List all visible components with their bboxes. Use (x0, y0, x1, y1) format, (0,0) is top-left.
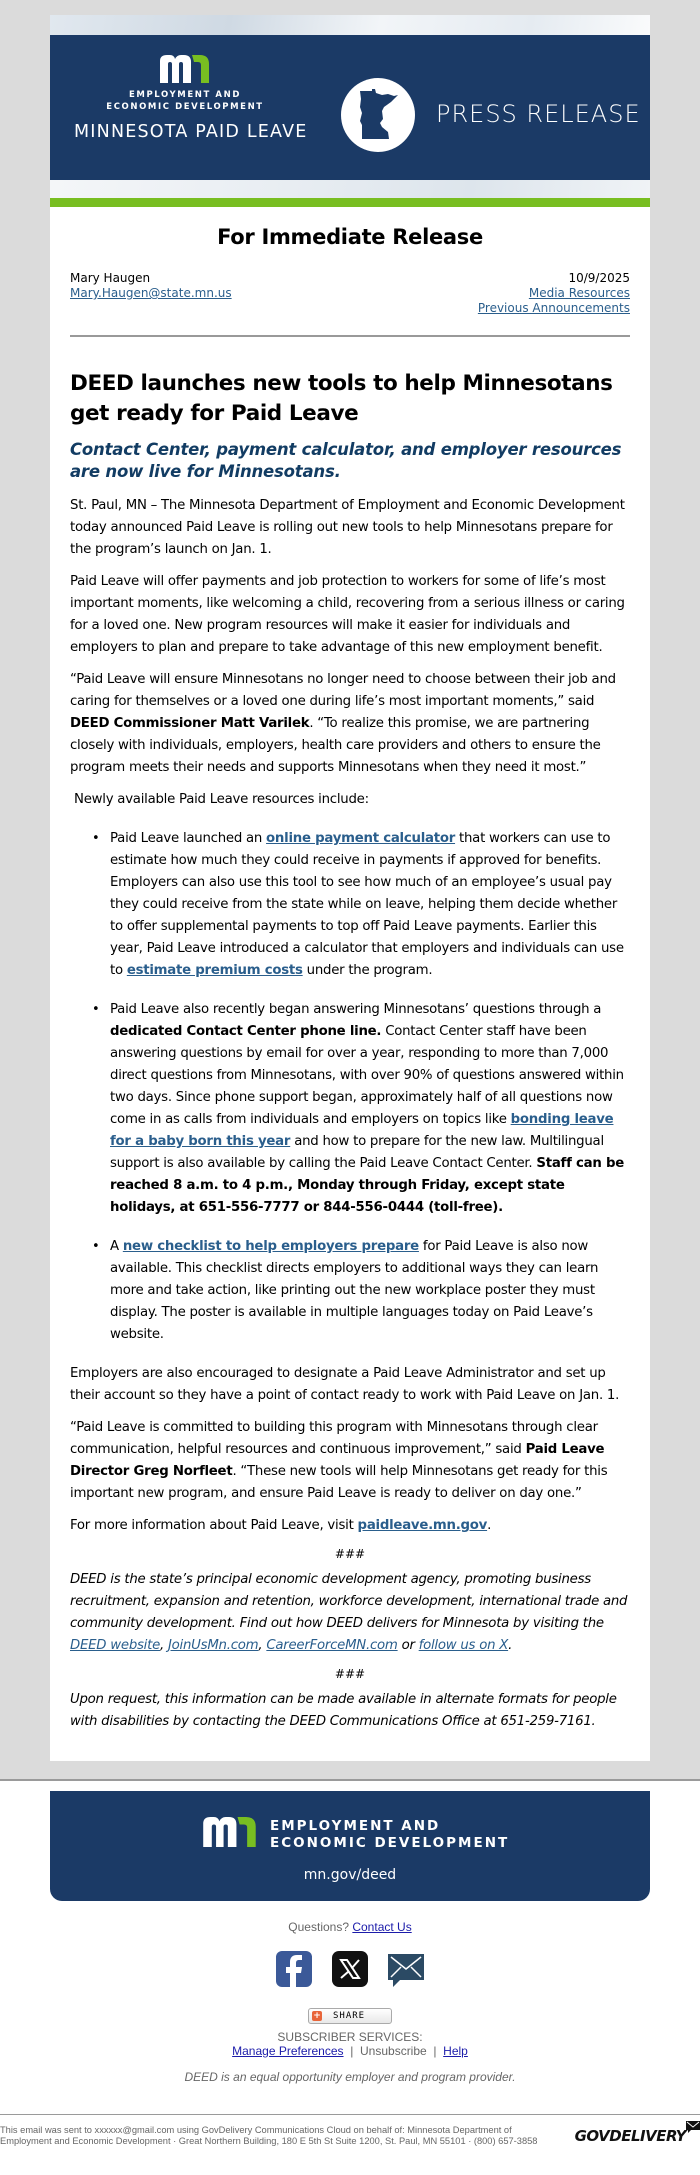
bullet-bold-text: dedicated Contact Center phone line. (110, 1024, 382, 1039)
banner-decor-bottom (50, 180, 650, 198)
footer-logo-line1: EMPLOYMENT AND (270, 1817, 441, 1834)
deed-website-link[interactable]: DEED website (70, 1638, 161, 1653)
bullet-text: and how to prepare for the new law. Multilingual support is also available by calling the Paid Leave Contact Center. (110, 1134, 604, 1171)
share-button[interactable] (308, 2008, 392, 2024)
bullet-text: Paid Leave launched an (110, 831, 267, 846)
mn-logo-icon (160, 55, 210, 83)
contact-name: Mary Haugen (70, 271, 151, 285)
article-subhead: Contact Center, payment calculator, and employer resources are now live for Minnesotans. (70, 440, 622, 481)
manage-preferences-link[interactable]: Manage Preferences (232, 2044, 344, 2058)
quote-text-cont: . “To realize this promise, we are partnering closely with individuals, employers, health care providers and others to ensure the program meets their needs and supports Minnesotans when they need it most.” (70, 716, 601, 775)
footer-logo-line2: ECONOMIC DEVELOPMENT (270, 1834, 510, 1851)
bullet-text: under the program. (302, 963, 433, 978)
about-text: DEED is the state’s principal economic development agency, promoting business recruitment, expansion and retention, workforce development, international trade and community development. Find out how DEED delivers for Minnesota by visiting the (70, 1572, 628, 1631)
paragraph-director-quote (70, 1417, 630, 1505)
help-link[interactable]: Help (443, 2044, 468, 2058)
paidleave-website-link[interactable]: paidleave.mn.gov (357, 1518, 488, 1533)
banner-decor-top (50, 15, 650, 35)
program-name: MINNESOTA PAID LEAVE (74, 122, 308, 142)
resources-lead-in: Newly available Paid Leave resources include: (74, 792, 369, 807)
subscriber-services-label: SUBSCRIBER SERVICES: (277, 2030, 423, 2044)
previous-announcements-link[interactable]: Previous Announcements (477, 301, 630, 315)
release-title: For Immediate Release (217, 225, 483, 249)
subscriber-services (0, 2030, 700, 2058)
press-release-label: PRESS RELEASE (436, 100, 641, 128)
share-label: SHARE (333, 2011, 366, 2021)
paragraph-intro: St. Paul, MN – The Minnesota Department of Employment and Economic Development today announced Paid Leave is rolling out new tools to help Minnesotans prepare for the program’s launch on Jan. 1. (70, 498, 625, 557)
quote-text-cont: . “These new tools will help Minnesotans get ready for this important new program, and ensure Paid Leave is ready to deliver on day one.” (70, 1464, 608, 1501)
paragraph-employers: Employers are also encouraged to designate a Paid Leave Administrator and set up their account so they have a point of contact ready to work with Paid Leave on Jan. 1. (70, 1366, 620, 1403)
careerforcemn-link[interactable]: CareerForceMN.com (266, 1638, 398, 1653)
mn-logo-icon (198, 1817, 262, 1852)
separator: | (433, 2044, 437, 2058)
paragraph-overview: Paid Leave will offer payments and job protection to workers for some of life’s most important moments, like welcoming a child, recovering from a serious illness or caring for a loved one. New program resources will make it easier for individuals and employers to plan and prepare to take advantage of this new employment benefit. (70, 574, 625, 655)
equal-opportunity-statement: DEED is an equal opportunity employer and program provider. (184, 2070, 516, 2084)
article-headline: DEED launches new tools to help Minnesotans get ready for Paid Leave (70, 371, 613, 426)
premium-costs-link[interactable]: estimate premium costs (126, 963, 303, 978)
paragraph-more-info (70, 1515, 630, 1537)
more-info-text: For more information about Paid Leave, visit (70, 1518, 358, 1533)
bullet-text: that workers can use to estimate how much they could receive in payments if approved for benefits. Employers can also use this tool to see how much of an employee’s usual pay they could receive from the state while on leave, helping them decide whether to offer supplemental payments to top off Paid Leave payments. Earlier this year, Paid Leave introduced a calculator that employers and individuals can use to (110, 831, 624, 978)
release-date: 10/9/2025 (568, 271, 630, 285)
separator: , (160, 1638, 168, 1653)
govdelivery-logo[interactable] (574, 2126, 700, 2145)
facebook-icon[interactable] (276, 1951, 312, 1987)
list-item (110, 828, 630, 982)
quote-text: “Paid Leave will ensure Minnesotans no longer need to choose between their job and caring for themselves or a loved one during life’s most important moments,” said (70, 672, 616, 709)
header-banner (50, 15, 650, 198)
contact-email-link[interactable]: Mary.Haugen@state.mn.us (70, 286, 232, 300)
logo-text-line1: EMPLOYMENT AND (129, 90, 241, 100)
press-release-card (50, 15, 650, 1761)
resources-list (70, 828, 630, 1346)
questions-line (0, 1920, 700, 1934)
green-accent-bar (50, 198, 650, 207)
release-meta (70, 271, 630, 316)
about-deed (70, 1569, 630, 1657)
deed-logo (50, 55, 320, 112)
legal-footer (0, 2115, 700, 2147)
director-name: Paid Leave Director Greg Norfleet (70, 1442, 605, 1479)
questions-label: Questions? (288, 1920, 353, 1934)
legal-line-1: This email was sent to xxxxxx@gmail.com using GovDelivery Communications Cloud on behalf of: Minnesota Department of (0, 2125, 512, 2135)
unsubscribe-link[interactable]: Unsubscribe (360, 2044, 427, 2058)
end-mark-2: ### (334, 1667, 366, 1681)
email-icon[interactable] (388, 1951, 424, 1987)
contact-us-link[interactable]: Contact Us (352, 1920, 412, 1934)
footer-banner (50, 1791, 650, 1901)
bullet-text: Contact Center staff have been answering questions by email for over a year, responding to more than 7,000 direct questions from Minnesotans, with over 90% of questions answered within two days. Since phone support began, approximately half of all questions now come in as calls from individuals and employers on topics like (110, 1024, 624, 1127)
separator: or (397, 1638, 419, 1653)
separator: , (258, 1638, 267, 1653)
section-divider (70, 335, 630, 337)
social-icons (0, 1951, 700, 1987)
x-icon[interactable] (332, 1951, 368, 1987)
period: . (487, 1518, 492, 1533)
footer-deed-logo (198, 1817, 509, 1852)
joinusmn-link[interactable]: JoinUsMn.com (168, 1638, 259, 1653)
period: . (508, 1638, 513, 1653)
bullet-text: Paid Leave also recently began answering Minnesotans’ questions through a (110, 1002, 602, 1017)
bonding-leave-link[interactable]: bonding leave for a baby born this year (110, 1112, 614, 1149)
separator: | (350, 2044, 354, 2058)
commissioner-name: DEED Commissioner Matt Varilek (70, 716, 310, 731)
accessibility-note: Upon request, this information can be made available in alternate formats for people with disabilities by contacting the DEED Communications Office at 651-259-7161. (70, 1692, 617, 1729)
list-item (110, 999, 630, 1219)
plus-icon: + (313, 2011, 321, 2021)
employer-checklist-link[interactable]: new checklist to help employers prepare (122, 1239, 419, 1254)
list-item (110, 1236, 630, 1346)
govdelivery-wordmark: GOVDELIVERY (574, 2126, 686, 2145)
end-mark: ### (334, 1547, 366, 1561)
paragraph-commissioner-quote (70, 669, 630, 779)
quote-text: “Paid Leave is committed to building this program with Minnesotans through clear communication, helpful resources and continuous improvement,” said (70, 1420, 598, 1457)
legal-line-2: Employment and Economic Development · Great Northern Building, 180 E 5th St Suite 1200, St. Paul, MN 55101 · (800) 657-3858 (0, 2136, 538, 2146)
bullet-text: A (110, 1239, 123, 1254)
follow-on-x-link[interactable]: follow us on X (418, 1638, 509, 1653)
footer-divider (0, 1779, 700, 1781)
payment-calculator-link[interactable]: online payment calculator (266, 831, 456, 846)
media-resources-link[interactable]: Media Resources (528, 286, 630, 300)
envelope-icon (686, 2121, 700, 2133)
minnesota-state-icon (341, 78, 415, 152)
bullet-text: for Paid Leave is also now available. This checklist directs employers to additional ways they can learn more and take action, like printing out the new workplace poster they must display. The poster is available in multiple languages today on Paid Leave’s website. (110, 1239, 599, 1342)
logo-text-line2: ECONOMIC DEVELOPMENT (106, 102, 264, 112)
contact-hours-text: Staff can be reached 8 a.m. to 4 p.m., Monday through Friday, except state holidays, at 651-556-7777 or 844-556-0444 (toll-free). (110, 1156, 624, 1215)
footer-url: mn.gov/deed (303, 1867, 397, 1883)
